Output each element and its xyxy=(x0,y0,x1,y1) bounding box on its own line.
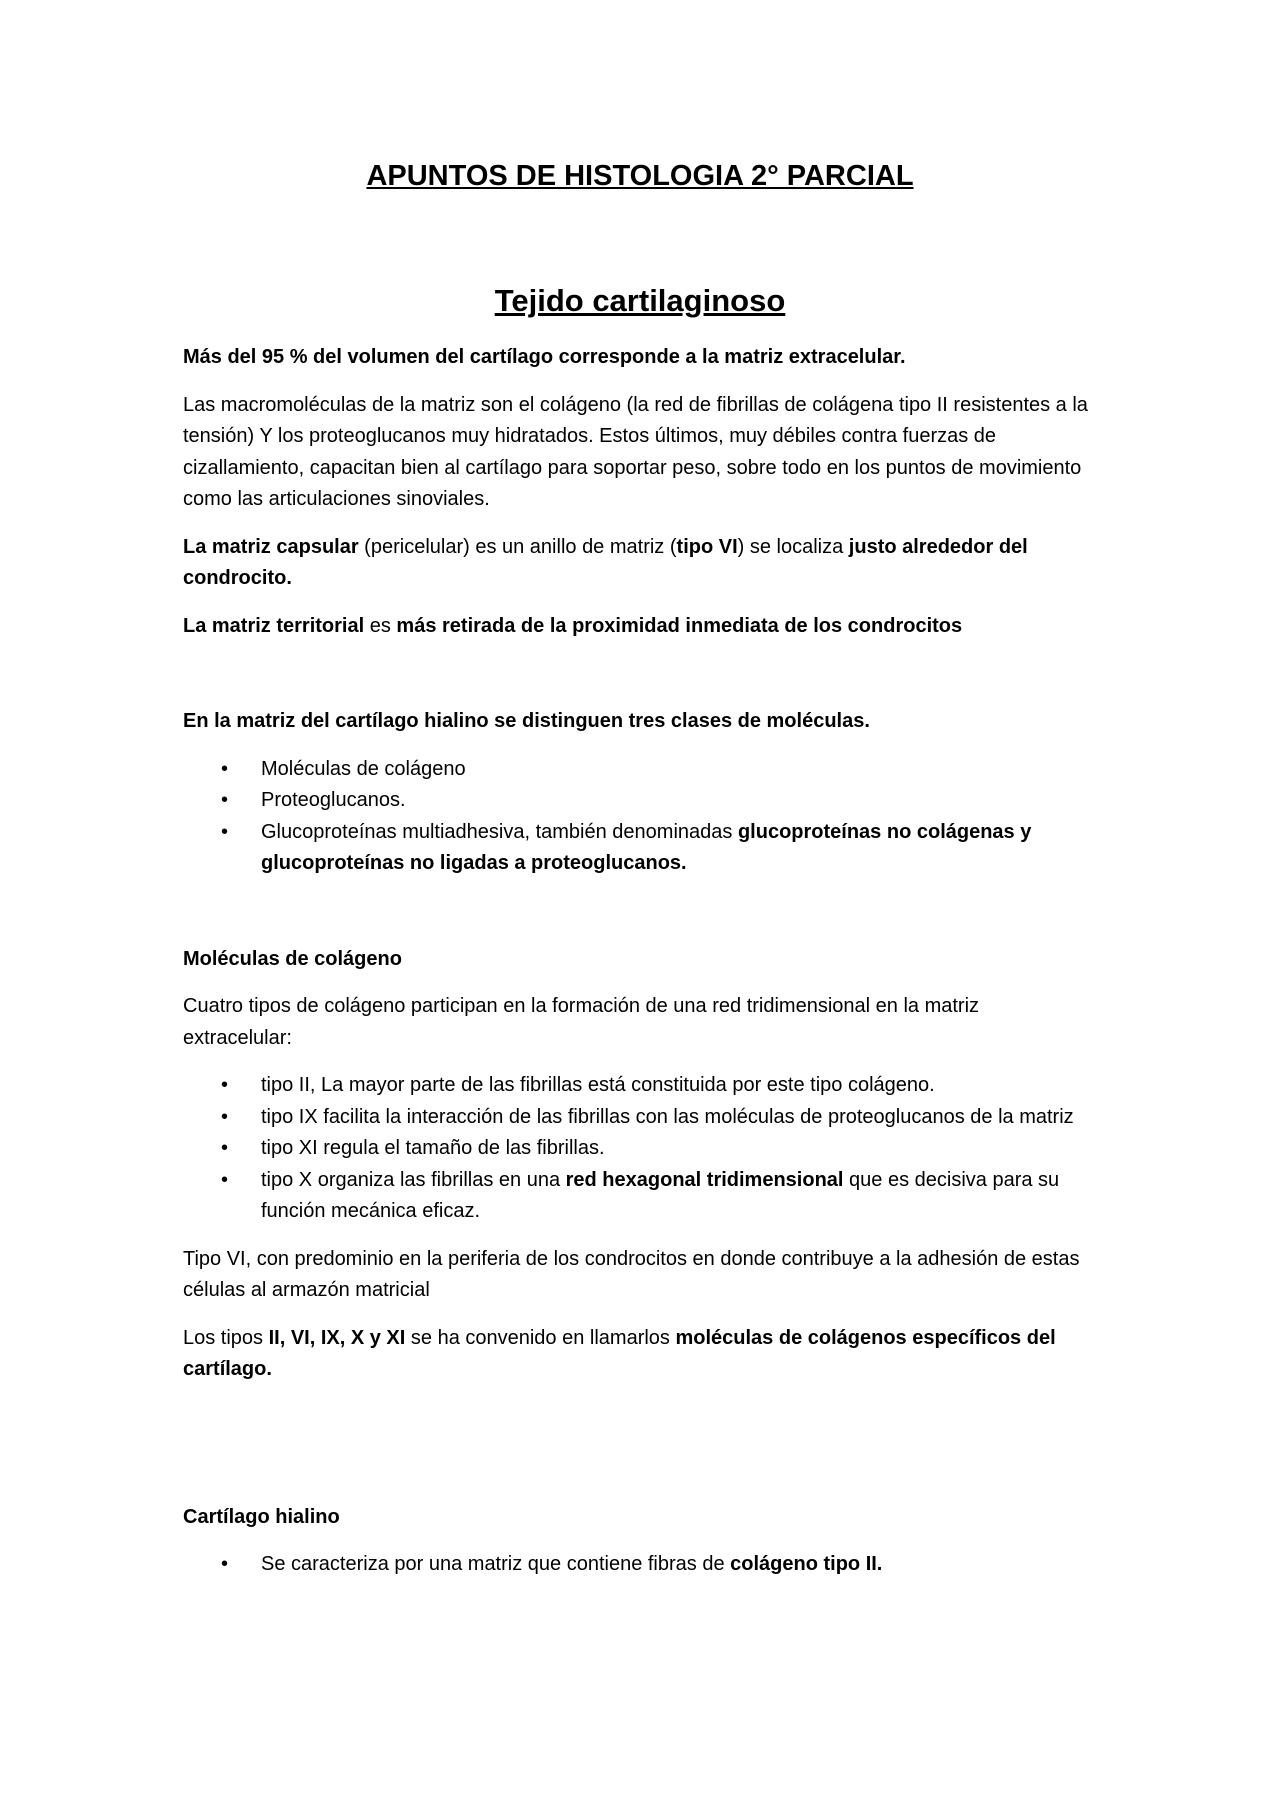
bold-text: moléculas de colágenos específicos del cartílago. xyxy=(183,1326,1056,1380)
paragraph-tipo-vi: Tipo VI, con predominio en la periferia de los condrocitos en donde contribuye a la adhesión de estas células al armazón matricial xyxy=(183,1247,1080,1301)
list-item-text: tipo IX facilita la interacción de las fibrillas con las moléculas de proteoglucanos de la matriz xyxy=(261,1105,1074,1128)
page-title: APUNTOS DE HISTOLOGIA 2° PARCIAL xyxy=(366,160,914,192)
bullet-icon: • xyxy=(221,1168,229,1191)
list-item xyxy=(183,785,1088,817)
document-body xyxy=(183,342,1088,1597)
list-item xyxy=(183,1165,1088,1228)
list-item xyxy=(183,1549,1088,1581)
bullet-icon: • xyxy=(221,820,229,843)
paragraph-macromoleculas: Las macromoléculas de la matriz son el colágeno (la red de fibrillas de colágena tipo II resistentes a la tensión) Y los proteoglucanos muy hidratados. Estos últimos, muy débiles contra fuerzas de cizallamiento, capacitan bien al cartílago para soportar peso, sobre todo en los puntos de movimiento como las articulaciones sinoviales. xyxy=(183,393,1088,510)
bold-text: La matriz capsular xyxy=(183,535,359,558)
bold-text: Más del 95 % del volumen del cartílago corresponde a la matriz extracelular. xyxy=(183,346,906,368)
bold-text: En la matriz del cartílago hialino se distinguen tres clases de moléculas. xyxy=(183,710,870,732)
list-item xyxy=(183,1102,1088,1134)
text-run: se ha convenido en llamarlos xyxy=(405,1326,676,1349)
paragraph-tipos-especificos xyxy=(183,1323,1088,1386)
hyaline-cartilage-list xyxy=(183,1549,1088,1581)
bullet-icon: • xyxy=(221,1553,229,1575)
collagen-types-list xyxy=(183,1070,1088,1228)
text-run: es xyxy=(364,614,397,637)
list-item-text: tipo XI regula el tamaño de las fibrillas. xyxy=(261,1137,605,1159)
spacer xyxy=(183,896,1088,944)
text-run: Los tipos xyxy=(183,1326,269,1349)
paragraph-matriz-volumen xyxy=(183,342,1088,374)
paragraph-clases-moleculas xyxy=(183,706,1088,738)
bold-text: La matriz territorial xyxy=(183,614,365,637)
list-item xyxy=(183,1133,1088,1165)
spacer xyxy=(183,1402,1088,1502)
paragraph-cuatro-tipos: Cuatro tipos de colágeno participan en la formación de una red tridimensional en la matriz extracelular: xyxy=(183,995,980,1049)
bold-text: justo alrededor del condrocito. xyxy=(183,535,1028,589)
bold-text: glucoproteínas no colágenas y glucoproteínas no ligadas a proteoglucanos. xyxy=(261,820,1032,874)
bullet-icon: • xyxy=(221,757,229,780)
list-item-text: tipo X organiza las fibrillas en una xyxy=(261,1168,566,1191)
bullet-icon: • xyxy=(221,1074,229,1096)
paragraph-matriz-territorial xyxy=(183,611,1088,643)
section-title: Tejido cartilaginoso xyxy=(494,283,786,318)
list-item xyxy=(183,754,1088,786)
bold-text: red hexagonal tridimensional xyxy=(565,1168,844,1191)
list-item-text: que es decisiva para su función mecánica eficaz. xyxy=(261,1168,1060,1222)
bullet-icon: • xyxy=(221,789,229,811)
list-item-text: tipo II, La mayor parte de las fibrillas está constituida por este tipo colágeno. xyxy=(261,1074,935,1096)
bold-text: Moléculas de colágeno xyxy=(183,947,402,970)
bullet-icon: • xyxy=(221,1137,229,1159)
bold-text: más retirada de la proximidad inmediata de los condrocitos xyxy=(396,614,963,637)
text-run: ) se localiza xyxy=(737,535,849,558)
list-item-text: Proteoglucanos. xyxy=(261,789,406,811)
bold-text: Cartílago hialino xyxy=(183,1505,340,1528)
heading-cartilago-hialino xyxy=(183,1502,1088,1534)
paragraph-matriz-capsular xyxy=(183,532,1088,595)
molecule-classes-list xyxy=(183,754,1088,880)
heading-moleculas-colageno xyxy=(183,944,1088,976)
text-run: (pericelular) es un anillo de matriz ( xyxy=(358,535,677,558)
list-item xyxy=(183,817,1088,880)
bold-text: tipo VI xyxy=(676,535,738,558)
bold-text: colágeno tipo II. xyxy=(730,1553,883,1575)
list-item-text: Moléculas de colágeno xyxy=(261,757,466,780)
list-item-text: Glucoproteínas multiadhesiva, también denominadas xyxy=(261,820,738,843)
list-item xyxy=(183,1070,1088,1102)
bullet-icon: • xyxy=(221,1105,229,1128)
bold-text: II, VI, IX, X y XI xyxy=(268,1326,406,1349)
spacer xyxy=(183,658,1088,706)
list-item-text: Se caracteriza por una matriz que contiene fibras de xyxy=(261,1553,731,1575)
